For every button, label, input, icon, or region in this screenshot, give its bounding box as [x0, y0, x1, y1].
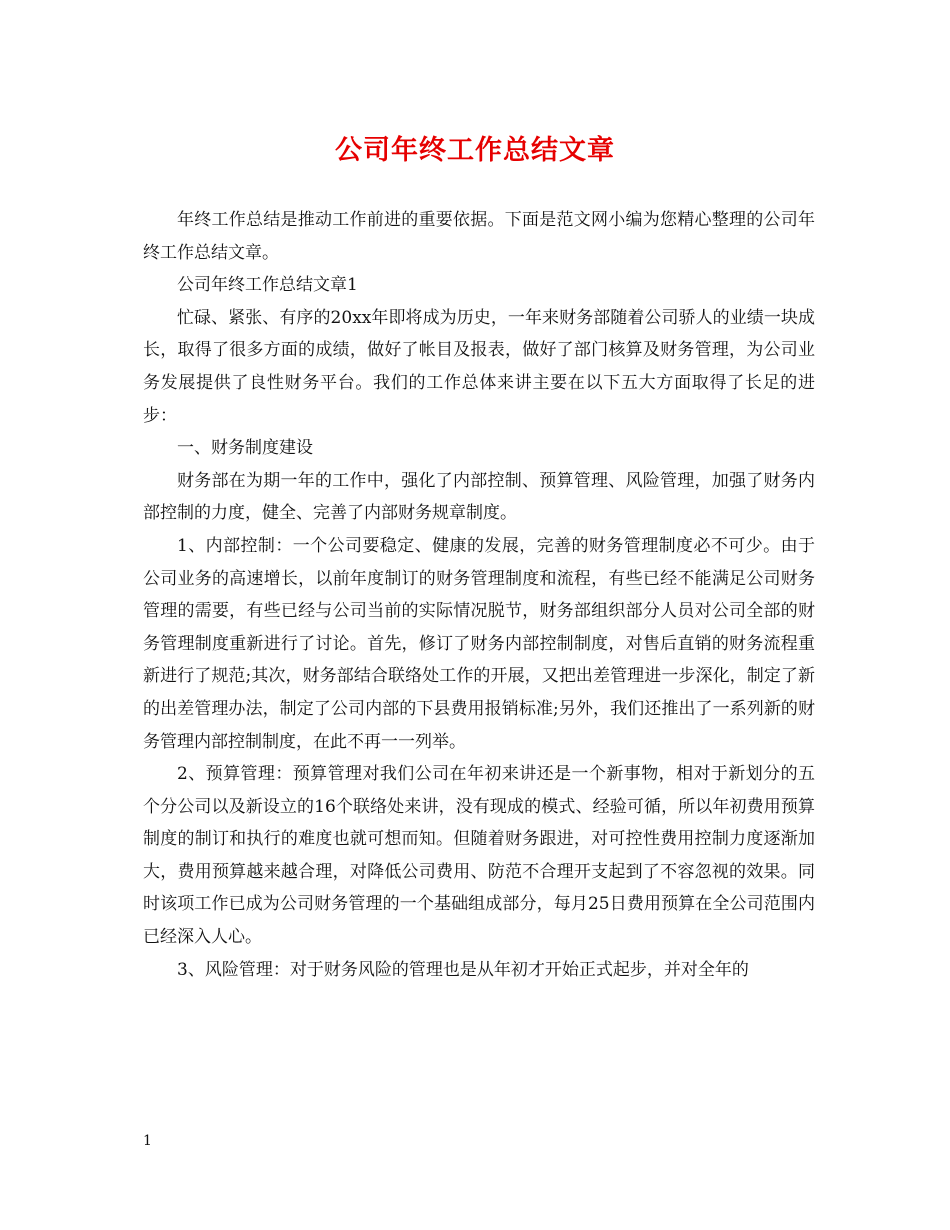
document-body	[143, 204, 815, 986]
paragraph-internal-control: 1、内部控制：一个公司要稳定、健康的发展，完善的财务管理制度必不可少。由于公司业务的高速增长，以前年度制订的财务管理制度和流程，有些已经不能满足公司财务管理的需要，有些已经与公司当前的实际情况脱节，财务部组织部分人员对公司全部的财务管理制度重新进行了讨论。首先，修订了财务内部控制制度，对售后直销的财务流程重新进行了规范;其次，财务部结合联络处工作的开展，又把出差管理进一步深化，制定了新的出差管理办法，制定了公司内部的下县费用报销标准;另外，我们还推出了一系列新的财务管理内部控制制度，在此不再一一列举。	[143, 535, 815, 752]
paragraph-risk-management: 3、风险管理：对于财务风险的管理也是从年初才开始正式起步，并对全年的	[177, 959, 749, 980]
section-heading-financial-system: 一、财务制度建设	[177, 438, 313, 459]
document-title: 公司年终工作总结文章	[335, 135, 615, 166]
paragraph-financial-system: 财务部在为期一年的工作中，强化了内部控制、预算管理、风险管理，加强了财务内部控制的力度，健全、完善了内部财务规章制度。	[143, 470, 815, 524]
page-number: 1	[143, 1133, 152, 1149]
paragraph-budget-management: 2、预算管理：预算管理对我们公司在年初来讲还是一个新事物，相对于新划分的五个分公司以及新设立的16个联络处来讲，没有现成的模式、经验可循，所以年初费用预算制度的制订和执行的难度也就可想而知。但随着财务跟进，对可控性费用控制力度逐渐加大，费用预算越来越合理，对降低公司费用、防范不合理开支起到了不容忽视的效果。同时该项工作已成为公司财务管理的一个基础组成部分，每月25日费用预算在全公司范围内已经深入人心。	[143, 764, 815, 948]
paragraph-article-heading: 公司年终工作总结文章1	[177, 275, 358, 296]
paragraph-intro: 年终工作总结是推动工作前进的重要依据。下面是范文网小编为您精心整理的公司年终工作总结文章。	[143, 210, 815, 263]
paragraph-overview: 忙碌、紧张、有序的20xx年即将成为历史，一年来财务部随着公司骄人的业绩一块成长，取得了很多方面的成绩，做好了帐目及报表，做好了部门核算及财务管理，为公司业务发展提供了良性财务平台。我们的工作总体来讲主要在以下五大方面取得了长足的进步：	[143, 307, 815, 426]
